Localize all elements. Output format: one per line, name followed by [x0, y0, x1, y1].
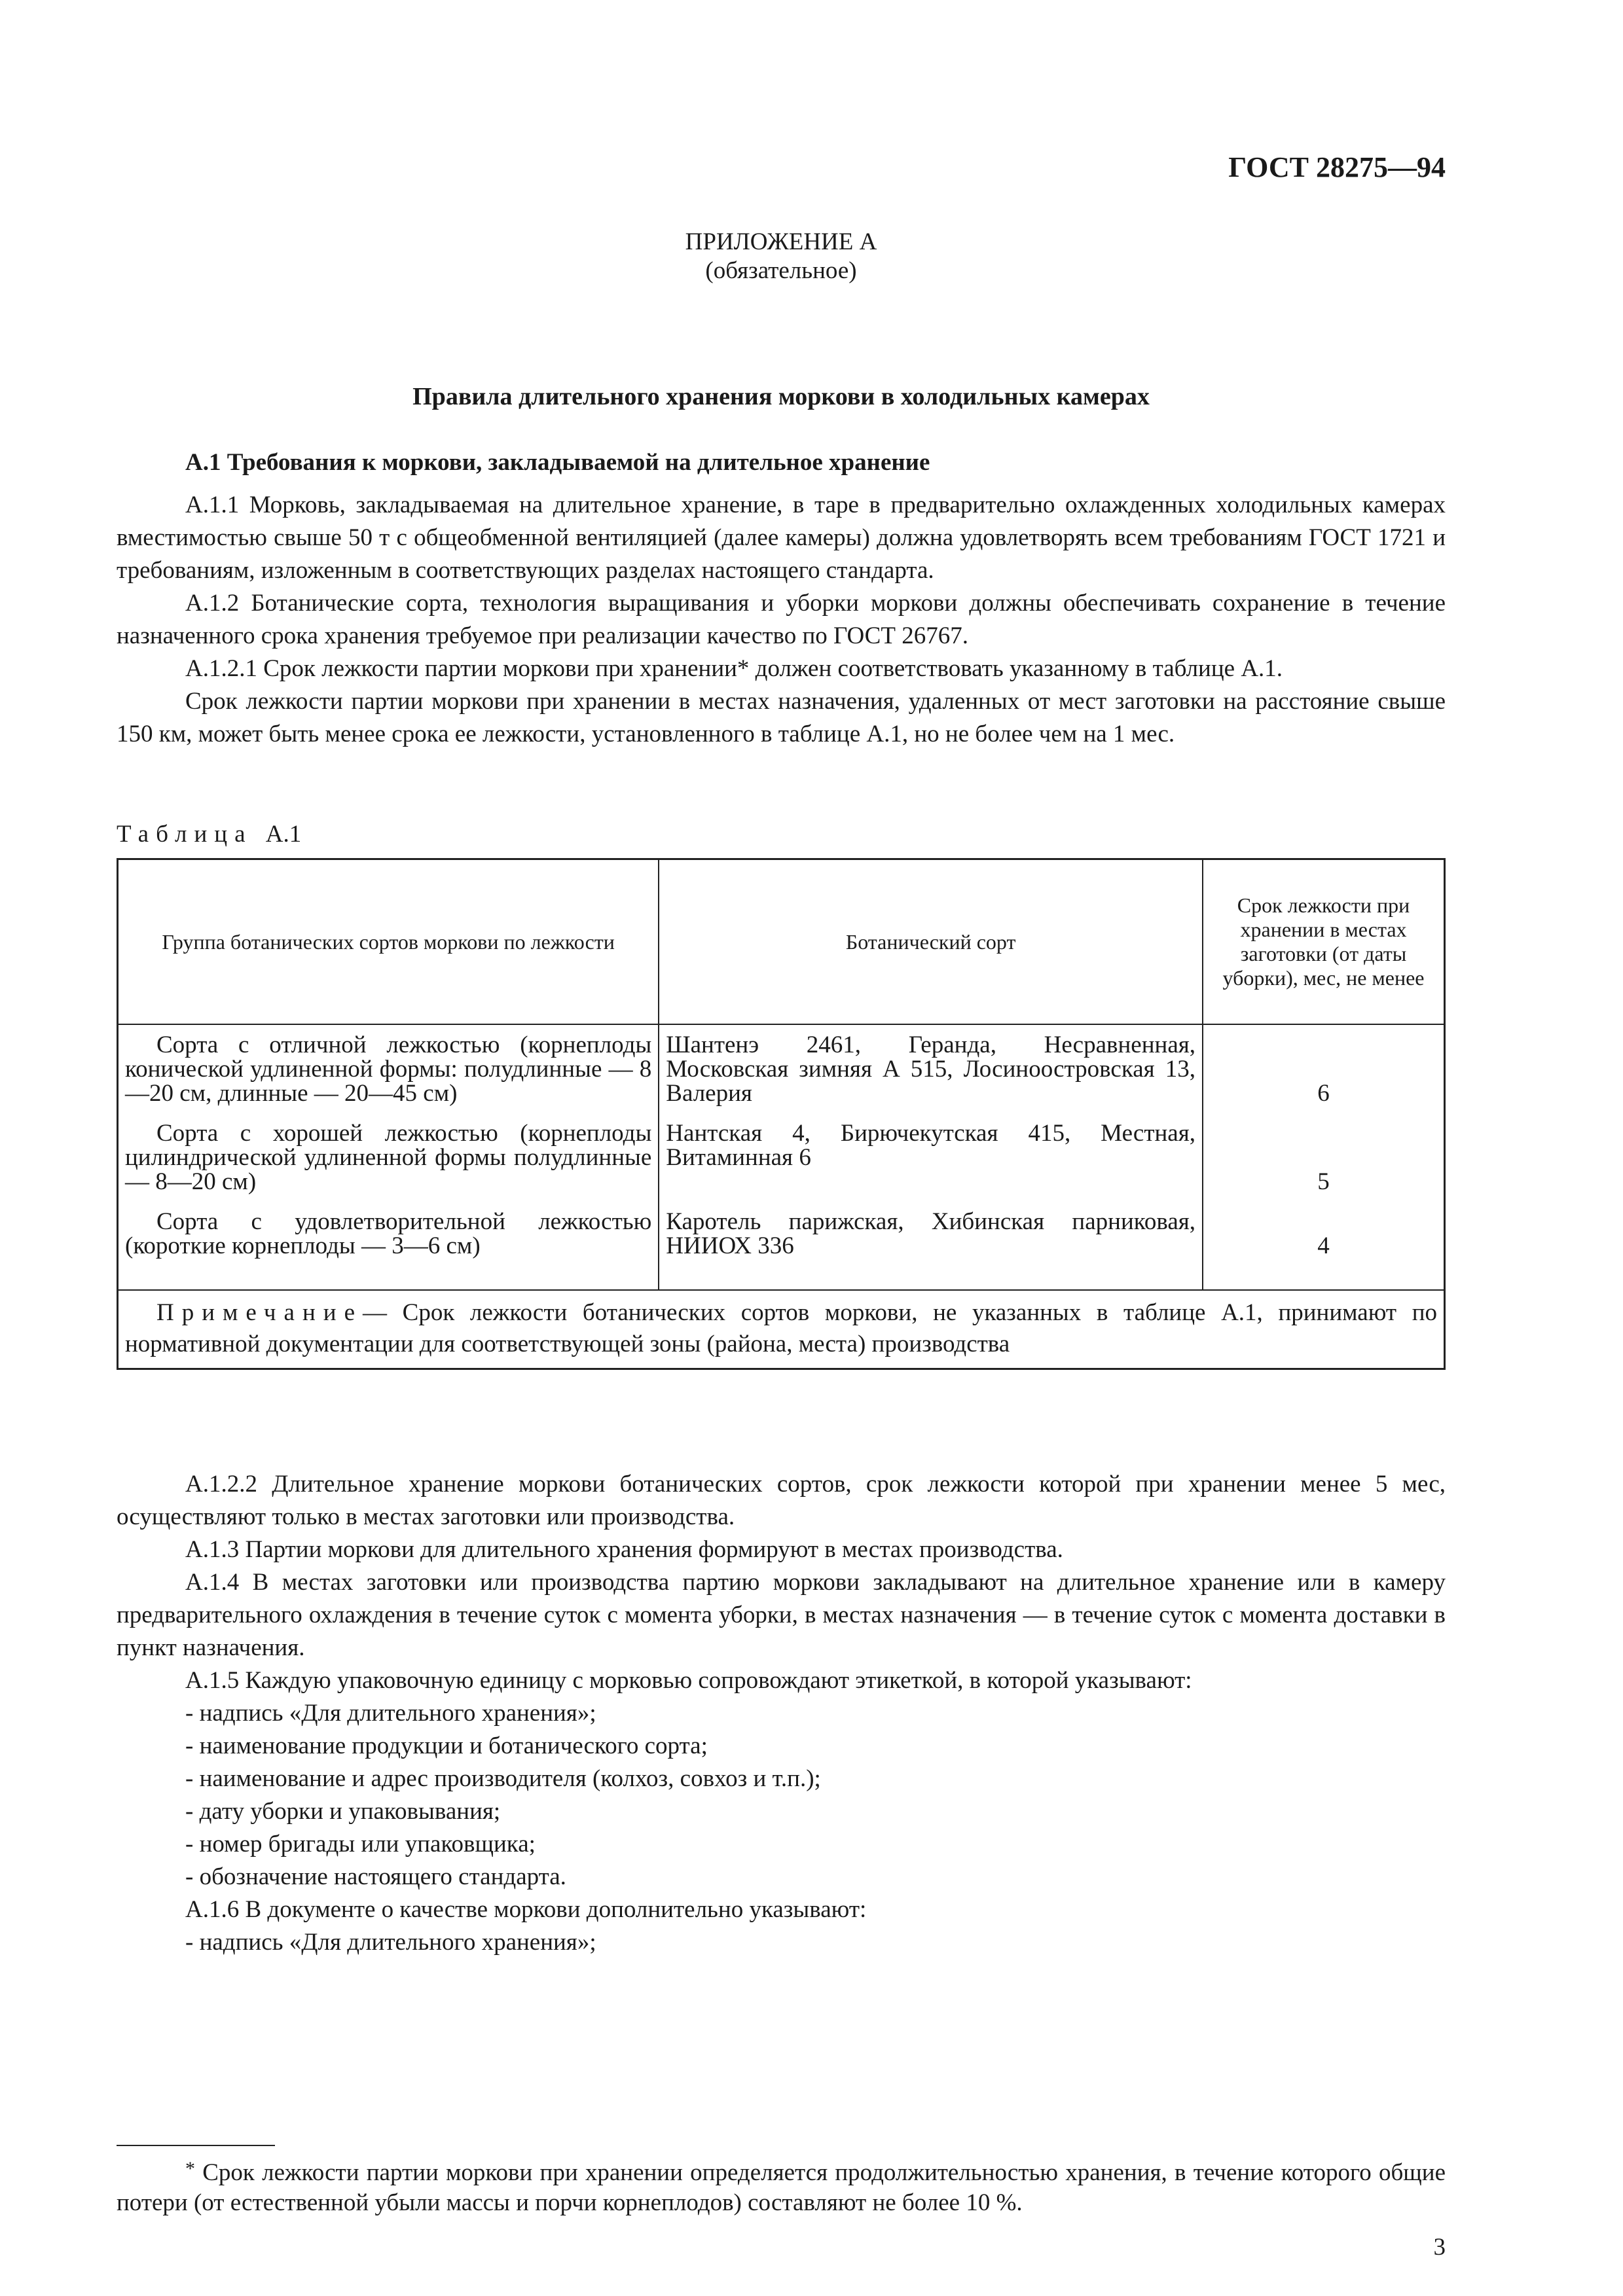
note-label: Примечание	[156, 1299, 363, 1326]
header-variety: Ботанический сорт	[659, 859, 1203, 1025]
footnote	[117, 2158, 1446, 2218]
paragraph: Срок лежкости партии моркови при хранении в местах назначения, удаленных от мест заготовки на расстояние свыше 150 км, может быть менее срока ее лежкости, установленного в таблице А.1, но не более чем на 1 мес.	[117, 688, 1446, 747]
cell-term: 4	[1203, 1210, 1444, 1290]
paragraph: А.1.6 В документе о качестве моркови дополнительно указывают:	[185, 1896, 867, 1923]
list-item: - надпись «Для длительного хранения»;	[185, 1929, 596, 1956]
header-term: Срок лежкости при хранении в местах заготовки (от даты уборки), мес, не менее	[1203, 859, 1444, 1025]
table-caption	[117, 820, 301, 848]
note-text: — Срок лежкости ботанических сортов моркови, не указанных в таблице А.1, принимают по нормативной документации для соответствующей зоны (района, места) производства	[125, 1299, 1437, 1357]
paragraph: А.1.2.1 Срок лежкости партии моркови при хранении* должен соответствовать указанному в таблице А.1.	[185, 655, 1283, 682]
footnote-marker: *	[185, 2158, 195, 2179]
paragraph: А.1.3 Партии моркови для длительного хранения формируют в местах производства.	[185, 1536, 1063, 1563]
table-row	[118, 1024, 1445, 1121]
list-item: - дату уборки и упаковывания;	[185, 1798, 501, 1825]
paragraph: А.1.2 Ботанические сорта, технология выращивания и уборки моркови должны обеспечивать сохранение в течение назначенного срока хранения требуемое при реализации качество по ГОСТ 26767.	[117, 590, 1446, 649]
table-note-row	[118, 1290, 1445, 1369]
body-text-bottom	[117, 1468, 1446, 1959]
list-item: - надпись «Для длительного хранения»;	[185, 1700, 596, 1727]
list-item: - обозначение настоящего стандарта.	[185, 1863, 566, 1890]
cell-group: Сорта с удовлетворительной лежкостью (короткие корнеплоды — 3—6 см)	[118, 1210, 659, 1290]
cell-term: 6	[1203, 1024, 1444, 1121]
table-row	[118, 1210, 1445, 1290]
cell-group: Сорта с отличной лежкостью (корнеплоды конической удлиненной формы: полудлинные — 8—20 см, длинные — 20—45 см)	[118, 1024, 659, 1121]
section-title: А.1 Требования к моркови, закладываемой на длительное хранение	[185, 449, 930, 476]
cell-variety: Шантенэ 2461, Геранда, Несравненная, Московская зимняя А 515, Лосиноостровская 13, Валерия	[659, 1024, 1203, 1121]
table-caption-label: Таблица	[117, 821, 253, 848]
cell-group: Сорта с хорошей лежкостью (корнеплоды цилиндрической удлиненной формы полудлинные — 8—20 см)	[118, 1121, 659, 1210]
cell-term: 5	[1203, 1121, 1444, 1210]
list-item: - номер бригады или упаковщика;	[185, 1831, 536, 1857]
cell-variety: Нантская 4, Бирючекутская 415, Местная, Витаминная 6	[659, 1121, 1203, 1210]
appendix-status: (обязательное)	[705, 257, 857, 284]
table-note	[118, 1290, 1445, 1369]
table-row	[118, 1121, 1445, 1210]
header-group: Группа ботанических сортов моркови по лежкости	[118, 859, 659, 1025]
paragraph: А.1.1 Морковь, закладываемая на длительное хранение, в таре в предварительно охлажденных холодильных камерах вместимостью свыше 50 т с общеобменной вентиляцией (далее камеры) должна удовлетворять всем требованиям ГОСТ 1721 и требованиям, изложенным в соответствующих разделах настоящего стандарта.	[117, 492, 1446, 584]
table-header-row	[118, 859, 1445, 1025]
page-number: 3	[1433, 2234, 1446, 2261]
list-item: - наименование продукции и ботанического сорта;	[185, 1732, 708, 1759]
footnote-divider	[117, 2145, 275, 2146]
appendix-heading	[117, 228, 1446, 285]
table-a1	[117, 858, 1446, 1370]
body-text-top	[117, 489, 1446, 751]
document-page	[117, 0, 1446, 2296]
table-caption-number: А.1	[265, 821, 302, 848]
standard-code: ГОСТ 28275—94	[1228, 151, 1446, 183]
footnote-text: Срок лежкости партии моркови при хранении определяется продолжительностью хранения, в течение которого общие потери (от естественной убыли массы и порчи корнеплодов) составляют не более 10 %.	[117, 2159, 1446, 2216]
paragraph: А.1.5 Каждую упаковочную единицу с морковью сопровождают этикеткой, в которой указывают:	[185, 1667, 1192, 1694]
main-title: Правила длительного хранения моркови в холодильных камерах	[412, 383, 1150, 410]
list-item: - наименование и адрес производителя (колхоз, совхоз и т.п.);	[185, 1765, 821, 1792]
cell-variety: Каротель парижская, Хибинская парниковая, НИИОХ 336	[659, 1210, 1203, 1290]
paragraph: А.1.2.2 Длительное хранение моркови ботанических сортов, срок лежкости которой при хранении менее 5 мес, осуществляют только в местах заготовки или производства.	[117, 1471, 1446, 1530]
appendix-title: ПРИЛОЖЕНИЕ А	[685, 228, 877, 255]
paragraph: А.1.4 В местах заготовки или производства партию моркови закладывают на длительное хранение или в камеру предварительного охлаждения в течение суток с момента уборки, в местах назначения — в течение суток с момента доставки в пункт назначения.	[117, 1569, 1446, 1661]
